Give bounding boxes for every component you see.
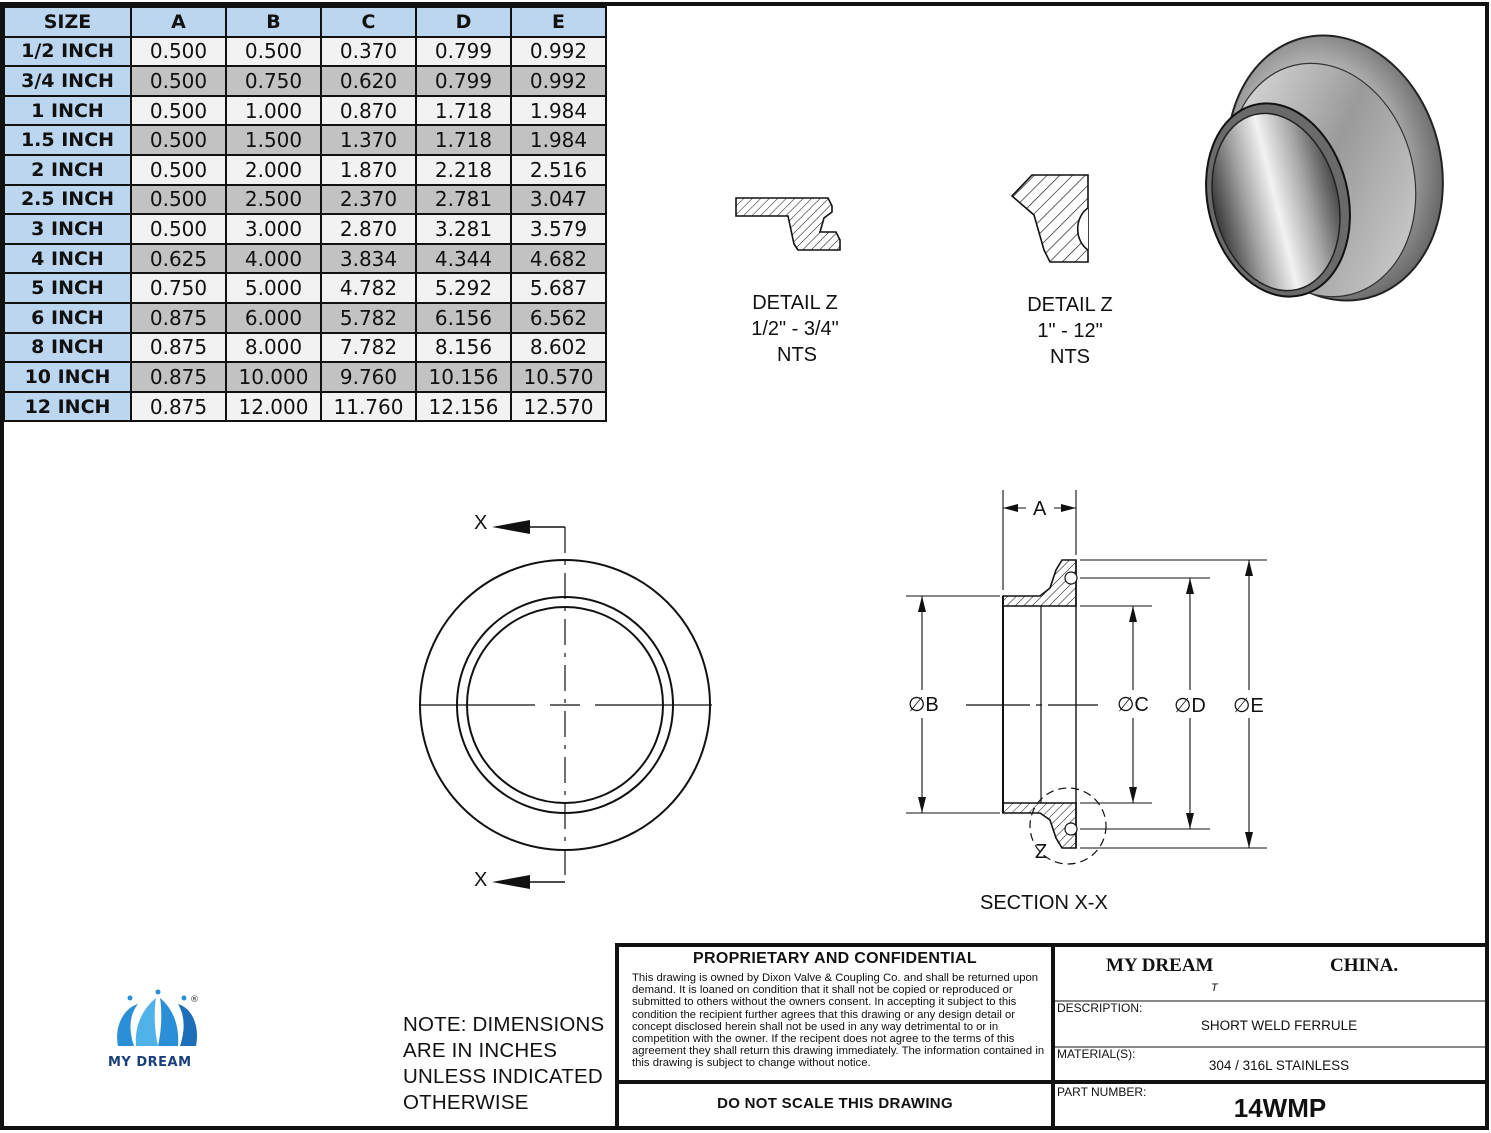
dimension-b-label: ∅B (908, 694, 939, 716)
value-cell-e: 4.682 (511, 244, 606, 274)
size-cell: 1.5 INCH (4, 125, 131, 155)
value-cell-b: 2.500 (226, 185, 321, 215)
value-cell-a: 0.875 (131, 392, 226, 422)
header-d: D (416, 7, 511, 37)
detail-z-large-label (1025, 292, 1115, 370)
header-size: SIZE (4, 7, 131, 37)
value-cell-e: 8.602 (511, 333, 606, 363)
table-row (4, 244, 606, 274)
company-name: MY DREAM (1106, 955, 1214, 976)
header-a: A (131, 7, 226, 37)
description-value: SHORT WELD FERRULE (1200, 1018, 1358, 1033)
detail-z-small-label (752, 290, 842, 368)
value-cell-d: 1.718 (416, 125, 511, 155)
value-cell-b: 1.000 (226, 96, 321, 126)
value-cell-d: 1.718 (416, 96, 511, 126)
table-row (4, 37, 606, 67)
value-cell-a: 0.875 (131, 362, 226, 392)
material-value: 304 / 316L STAINLESS (1208, 1058, 1350, 1073)
table-row (4, 273, 606, 303)
table-row (4, 66, 606, 96)
table-body (4, 37, 606, 422)
detail-range: 1/2" - 3/4" (751, 318, 839, 340)
value-cell-e: 2.516 (511, 155, 606, 185)
detail-range: 1" - 12" (1037, 320, 1103, 342)
value-cell-a: 0.750 (131, 273, 226, 303)
value-cell-d: 0.799 (416, 66, 511, 96)
value-cell-c: 5.782 (321, 303, 416, 333)
dimension-e-label: ∅E (1233, 695, 1264, 717)
material-label: MATERIAL(S): (1057, 1047, 1136, 1061)
section-cut-label-top: X (474, 512, 488, 534)
dimension-c-label: ∅C (1117, 694, 1149, 716)
size-cell: 8 INCH (4, 333, 131, 363)
value-cell-b: 2.000 (226, 155, 321, 185)
size-cell: 10 INCH (4, 362, 131, 392)
value-cell-d: 2.218 (416, 155, 511, 185)
value-cell-d: 12.156 (416, 392, 511, 422)
size-cell: 1 INCH (4, 96, 131, 126)
value-cell-b: 4.000 (226, 244, 321, 274)
value-cell-e: 0.992 (511, 37, 606, 67)
table-row (4, 333, 606, 363)
value-cell-c: 9.760 (321, 362, 416, 392)
value-cell-b: 5.000 (226, 273, 321, 303)
value-cell-c: 4.782 (321, 273, 416, 303)
table-row (4, 392, 606, 422)
value-cell-d: 2.781 (416, 185, 511, 215)
size-cell: 2 INCH (4, 155, 131, 185)
value-cell-e: 1.984 (511, 96, 606, 126)
dimension-a-label: A (1033, 498, 1047, 520)
table-row (4, 96, 606, 126)
value-cell-a: 0.875 (131, 303, 226, 333)
value-cell-c: 3.834 (321, 244, 416, 274)
value-cell-d: 4.344 (416, 244, 511, 274)
section-title: SECTION X-X (980, 892, 1108, 914)
value-cell-e: 12.570 (511, 392, 606, 422)
size-cell: 4 INCH (4, 244, 131, 274)
detail-scale: NTS (777, 344, 817, 366)
value-cell-b: 6.000 (226, 303, 321, 333)
detail-title: DETAIL Z (752, 292, 838, 314)
title-mark: T (1211, 982, 1218, 994)
value-cell-b: 12.000 (226, 392, 321, 422)
detail-ref-label: Z (1035, 841, 1048, 863)
value-cell-c: 2.870 (321, 214, 416, 244)
value-cell-a: 0.500 (131, 185, 226, 215)
value-cell-b: 0.750 (226, 66, 321, 96)
value-cell-b: 10.000 (226, 362, 321, 392)
table-row (4, 214, 606, 244)
size-cell: 6 INCH (4, 303, 131, 333)
note-line: OTHERWISE (403, 1091, 529, 1114)
value-cell-b: 0.500 (226, 37, 321, 67)
note-line: NOTE: DIMENSIONS (403, 1013, 605, 1036)
detail-title: DETAIL Z (1027, 294, 1113, 316)
value-cell-c: 0.870 (321, 96, 416, 126)
value-cell-e: 0.992 (511, 66, 606, 96)
dimension-d-label: ∅D (1174, 695, 1206, 717)
value-cell-c: 1.370 (321, 125, 416, 155)
value-cell-e: 1.984 (511, 125, 606, 155)
value-cell-e: 10.570 (511, 362, 606, 392)
dimension-table (3, 6, 607, 422)
value-cell-a: 0.500 (131, 214, 226, 244)
value-cell-d: 5.292 (416, 273, 511, 303)
value-cell-b: 1.500 (226, 125, 321, 155)
value-cell-a: 0.500 (131, 155, 226, 185)
note-line: ARE IN INCHES (403, 1039, 558, 1062)
table-row (4, 303, 606, 333)
value-cell-a: 0.625 (131, 244, 226, 274)
no-scale-notice: DO NOT SCALE THIS DRAWING (717, 1095, 953, 1112)
table-row (4, 362, 606, 392)
ferrule-3d-render (1186, 12, 1470, 323)
value-cell-d: 0.799 (416, 37, 511, 67)
table-row (4, 125, 606, 155)
part-number-label: PART NUMBER: (1057, 1085, 1147, 1099)
table-row (4, 155, 606, 185)
registered-mark: ® (190, 995, 199, 1005)
section-view (906, 490, 1267, 864)
value-cell-e: 3.579 (511, 214, 606, 244)
value-cell-a: 0.500 (131, 66, 226, 96)
detail-scale: NTS (1050, 346, 1090, 368)
value-cell-c: 1.870 (321, 155, 416, 185)
value-cell-b: 8.000 (226, 333, 321, 363)
value-cell-b: 3.000 (226, 214, 321, 244)
detail-z-small-drawing (736, 198, 840, 250)
detail-z-large-drawing (1012, 175, 1088, 262)
proprietary-text: This drawing is owned by Dixon Valve & Coupling Co. and shall be returned upon demand. It is loaned on condition that it shall not be copied or reproduced or submitted to others without the owners consent. In accepting it subject to this condition the recipient further agrees that this drawing or any design detail or concept disclosed herein shall not be used in any way detrimental to or in competition with the owner. If the recipent does not agree to the terms of this agreement they shall return this drawing immediately. The information contained in this drawing is subject to change without notice. (632, 972, 1045, 1070)
value-cell-c: 2.370 (321, 185, 416, 215)
table-row (4, 185, 606, 215)
value-cell-d: 3.281 (416, 214, 511, 244)
value-cell-c: 11.760 (321, 392, 416, 422)
value-cell-a: 0.500 (131, 37, 226, 67)
value-cell-a: 0.500 (131, 96, 226, 126)
size-cell: 3 INCH (4, 214, 131, 244)
dimensions-note (403, 1012, 604, 1116)
size-cell: 2.5 INCH (4, 185, 131, 215)
table-header-row (4, 7, 606, 37)
header-b: B (226, 7, 321, 37)
proprietary-title: PROPRIETARY AND CONFIDENTIAL (693, 950, 977, 967)
part-number-value: 14WMP (1233, 1093, 1327, 1123)
header-e: E (511, 7, 606, 37)
value-cell-d: 10.156 (416, 362, 511, 392)
description-label: DESCRIPTION: (1057, 1001, 1143, 1015)
value-cell-d: 6.156 (416, 303, 511, 333)
value-cell-a: 0.500 (131, 125, 226, 155)
value-cell-d: 8.156 (416, 333, 511, 363)
size-cell: 1/2 INCH (4, 37, 131, 67)
logo-text: MY DREAM (108, 1055, 192, 1070)
value-cell-e: 3.047 (511, 185, 606, 215)
size-cell: 12 INCH (4, 392, 131, 422)
value-cell-e: 6.562 (511, 303, 606, 333)
company-country: CHINA. (1330, 955, 1399, 976)
size-cell: 5 INCH (4, 273, 131, 303)
size-cell: 3/4 INCH (4, 66, 131, 96)
value-cell-c: 7.782 (321, 333, 416, 363)
note-line: UNLESS INDICATED (403, 1065, 603, 1088)
header-c: C (321, 7, 416, 37)
value-cell-c: 0.370 (321, 37, 416, 67)
value-cell-a: 0.875 (131, 333, 226, 363)
section-cut-label-bottom: X (474, 869, 488, 891)
value-cell-c: 0.620 (321, 66, 416, 96)
front-view (420, 520, 712, 889)
value-cell-e: 5.687 (511, 273, 606, 303)
